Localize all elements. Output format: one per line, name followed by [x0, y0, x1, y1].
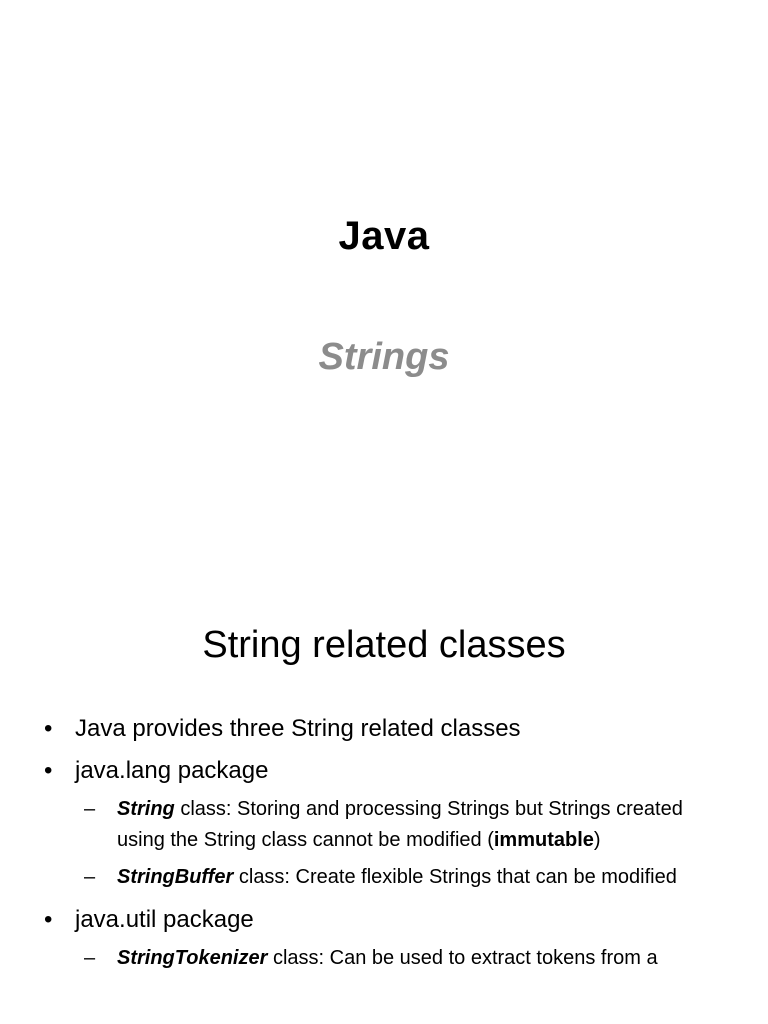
content-slide [0, 576, 768, 1024]
bullet-dot-icon: • [44, 757, 53, 784]
slide-subtitle: Strings [318, 336, 450, 378]
bullet-dot-icon: • [44, 906, 53, 933]
bullet-item [44, 714, 734, 744]
sub-bullet-text-end: ) [593, 829, 601, 851]
sub-bullet-text: class: Storing and processing Strings but Strings created using the String class cannot be modified ( [117, 798, 683, 851]
bullet-dot-icon: • [44, 715, 53, 742]
sub-bullet-text: class: Create flexible Strings that can be modified [233, 866, 677, 888]
bullet-item [44, 905, 734, 974]
slide-title: Java [338, 214, 430, 258]
bullet-text: java.lang package [75, 757, 269, 784]
sub-bullet-text: class: Can be used to extract tokens from a [267, 947, 658, 969]
dash-icon: – [84, 798, 96, 820]
slide-heading: String related classes [202, 624, 566, 666]
class-name: String [117, 798, 175, 820]
sub-bullet-item [84, 943, 697, 974]
bullet-list [44, 714, 734, 986]
dash-icon: – [84, 947, 96, 969]
class-name: StringTokenizer [117, 947, 268, 969]
bullet-item [44, 756, 734, 893]
sub-bullet-item [84, 794, 697, 856]
class-name: StringBuffer [117, 866, 234, 888]
sub-bullet-list [75, 794, 734, 893]
sub-bullet-list [75, 943, 734, 974]
dash-icon: – [84, 866, 96, 888]
emphasis-text: immutable [493, 829, 594, 851]
bullet-text: java.util package [75, 906, 254, 933]
sub-bullet-item [84, 862, 697, 893]
bullet-text: Java provides three String related classes [75, 715, 521, 742]
